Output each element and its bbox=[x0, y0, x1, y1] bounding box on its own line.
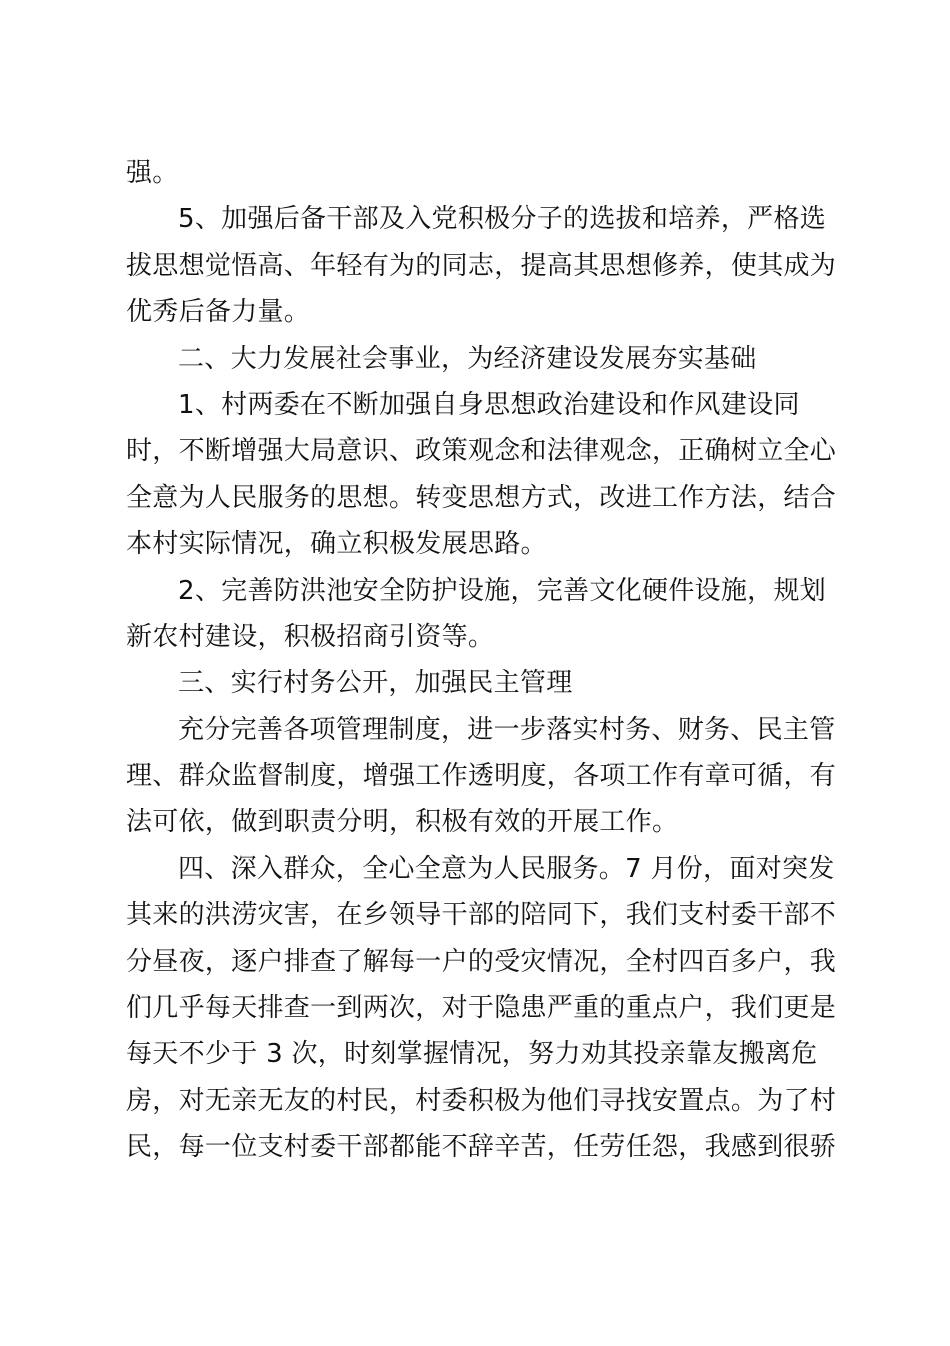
text-line: 民，每一位支村委干部都能不辞辛苦，任劳任怨，我感到很骄 bbox=[126, 1132, 837, 1163]
text-line: 2、完善防洪池安全防护设施，完善文化硬件设施，规划 bbox=[178, 575, 827, 606]
text-line: 拔思想觉悟高、年轻有为的同志，提高其思想修养，使其成为 bbox=[126, 250, 837, 281]
text-line: 全意为人民服务的思想。转变思想方式，改进工作方法，结合 bbox=[126, 482, 837, 513]
text-line: 每天不少于 3 次，时刻掌握情况，努力劝其投亲靠友搬离危 bbox=[126, 1039, 818, 1070]
text-line: 法可依，做到职责分明，积极有效的开展工作。 bbox=[126, 807, 679, 838]
text-line: 其来的洪涝灾害，在乡领导干部的陪同下，我们支村委干部不 bbox=[126, 900, 837, 931]
section-heading: 三、实行村务公开，加强民主管理 bbox=[178, 668, 573, 699]
text-line: 充分完善各项管理制度，进一步落实村务、财务、民主管 bbox=[178, 714, 836, 745]
text-line: 优秀后备力量。 bbox=[126, 297, 311, 328]
text-line: 房，对无亲无友的村民，村委积极为他们寻找安置点。为了村 bbox=[126, 1085, 837, 1116]
section-heading: 四、深入群众，全心全意为人民服务。7 月份，面对突发 bbox=[178, 853, 835, 884]
text-line: 分昼夜，逐户排查了解每一户的受灾情况，全村四百多户，我 bbox=[126, 946, 837, 977]
text-line: 理、群众监督制度，增强工作透明度，各项工作有章可循，有 bbox=[126, 761, 837, 792]
text-line: 5、加强后备干部及入党积极分子的选拔和培养，严格选 bbox=[178, 204, 827, 235]
body-text bbox=[126, 150, 837, 1171]
text-line: 强。 bbox=[126, 158, 179, 188]
section-heading: 二、大力发展社会事业，为经济建设发展夯实基础 bbox=[178, 343, 757, 374]
text-line: 们几乎每天排查一到两次，对于隐患严重的重点户，我们更是 bbox=[126, 993, 837, 1024]
text-line: 本村实际情况，确立积极发展思路。 bbox=[126, 529, 547, 560]
text-line: 时，不断增强大局意识、政策观念和法律观念，正确树立全心 bbox=[126, 436, 837, 467]
text-line: 1、村两委在不断加强自身思想政治建设和作风建设同 bbox=[178, 389, 800, 420]
text-line: 新农村建设，积极招商引资等。 bbox=[126, 621, 495, 652]
